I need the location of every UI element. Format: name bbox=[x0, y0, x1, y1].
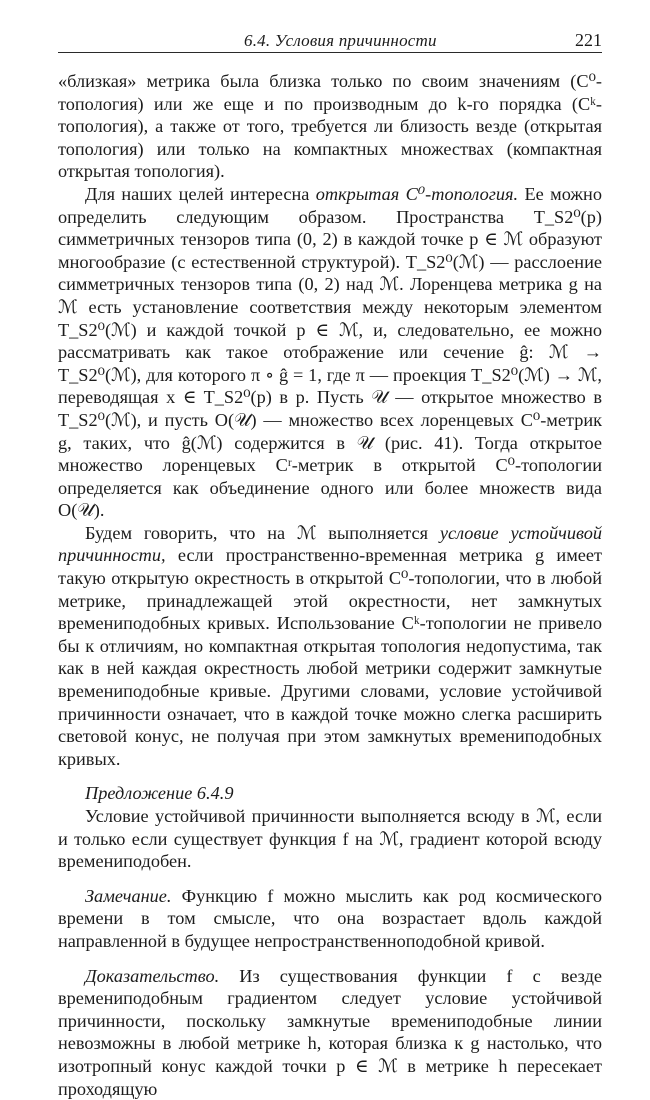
remark bbox=[58, 885, 602, 953]
remark-text: Функцию f можно мыслить как род космического времени в том смысле, что она возрастает вдоль каждой направленной в будущее непространственноподобной кривой. bbox=[58, 885, 602, 951]
paragraph-open-c0-topology bbox=[58, 183, 602, 522]
paragraph-body: если пространственно-временная метрика g имеет такую открытую окрестность в открытой C⁰-топологии, что в любой метрике, принадлежащей этой окрестности, нет замкнутых времениподобных кривых. Использование Cᵏ-топологии не привело бы к отличиям, но компактная открытая топология недопустима, так как в ней каждая окрестность любой метрики содержит замкнутые времениподобные кривые. Другими словами, условие устойчивой причинности означает, что в каждой точке можно слегка расширить световой конус, не получая при этом замкнутых времениподобных кривых. bbox=[58, 545, 602, 769]
paragraph-topology-continuation: «близкая» метрика была близка только по своим значениям (C⁰-топология) или же еще и по производным до k-го порядка (Cᵏ-топология), а также от того, требуется ли близость везде (открытая топология) или только на компактных множествах (компактная открытая топология). bbox=[58, 71, 602, 182]
running-title: 6.4. Условия причинности bbox=[244, 31, 437, 50]
proof-text: Из существования функции f с везде времениподобным градиентом следует условие устойчивой причинности, поскольку замкнутые времениподобные линии невозможны в любой метрике h, которая близка к g настолько, что изотропный конус каждой точки p ∈ ℳ в метрике h пересекает проходящую bbox=[58, 965, 602, 1099]
defined-term: открытая C⁰-топология. bbox=[315, 183, 519, 204]
proof-label: Доказательство. bbox=[85, 965, 220, 986]
proposition-heading: Предложение 6.4.9 bbox=[85, 783, 234, 804]
page-header bbox=[58, 30, 602, 53]
proof bbox=[58, 965, 602, 1100]
paragraph-body: Ее можно определить следующим образом. Пространства T_S2⁰(p) симметричных тензоров типа (0, 2) в каждой точке p ∈ ℳ образуют многообразие (с естественной структурой). T_S2⁰(ℳ) — расслоение симметричных тензоров типа (0, 2) над ℳ. Лоренцева метрика g на ℳ есть установление соответствия между некоторым элементом T_S2⁰(ℳ) и каждой точкой p ∈ ℳ, и, следовательно, ее можно рассматривать как такое отображение или сечение ĝ: ℳ → T_S2⁰(ℳ), для которого π ∘ ĝ = 1, где π — проекция T_S2⁰(ℳ) → ℳ, переводящая x ∈ T_S2⁰(p) в p. Пусть 𝒰 — открытое множество в T_S2⁰(ℳ), и пусть O(𝒰) — множество всех лоренцевых C⁰-метрик g, таких, что ĝ(ℳ) содержится в 𝒰 (рис. 41). Тогда открытое множество лоренцевых Cʳ-метрик в открытой C⁰-топологии определяется как объединение одного или более множеств вида O(𝒰). bbox=[58, 183, 602, 521]
paragraph-intro: Будем говорить, что на ℳ выполняется bbox=[85, 522, 429, 543]
page-number: 221 bbox=[575, 30, 602, 50]
page-body bbox=[58, 70, 602, 1100]
remark-label: Замечание. bbox=[85, 885, 172, 906]
proposition-statement: Условие устойчивой причинности выполняется всюду в ℳ, если и только если существует функция f на ℳ, градиент которой всюду времениподобен. bbox=[58, 806, 602, 872]
paragraph-intro: Для наших целей интересна bbox=[85, 183, 310, 204]
defined-term: условие устойчивой причинности, bbox=[58, 522, 602, 566]
paragraph-stable-causality bbox=[58, 522, 602, 771]
